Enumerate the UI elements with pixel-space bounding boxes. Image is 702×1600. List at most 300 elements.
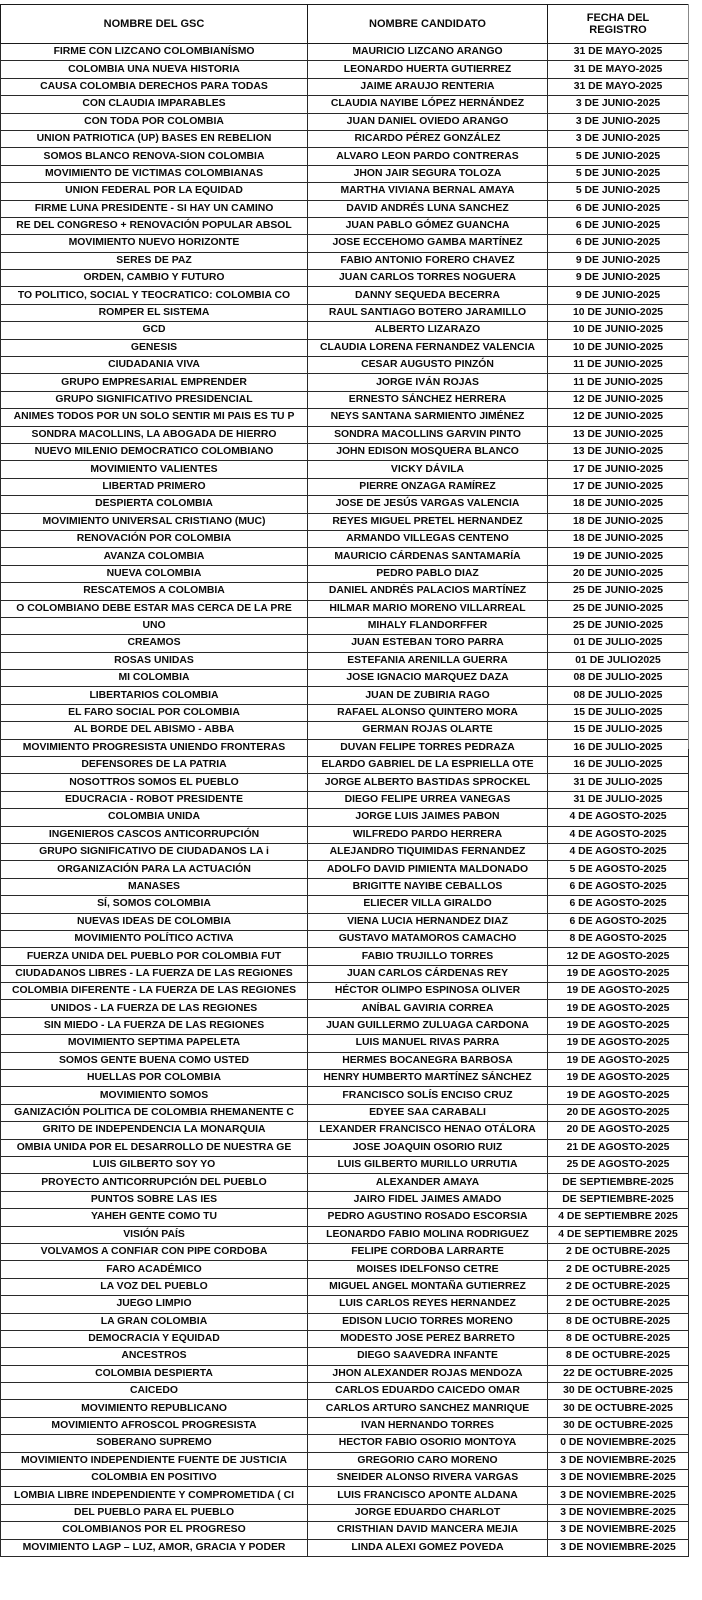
table-row (1, 774, 689, 791)
gsc-cell: COLOMBIA EN POSITIVO (1, 1470, 308, 1487)
date-cell: 19 DE AGOSTO-2025 (548, 1052, 689, 1069)
gsc-cell: SOBERANO SUPREMO (1, 1435, 308, 1452)
candidate-cell: MOISES IDELFONSO CETRE (308, 1261, 548, 1278)
gsc-cell: PROYECTO ANTICORRUPCIÓN DEL PUEBLO (1, 1174, 308, 1191)
date-cell: 5 DE JUNIO-2025 (548, 183, 689, 200)
table-row (1, 322, 689, 339)
candidate-cell: MIGUEL ANGEL MONTAÑA GUTIERREZ (308, 1278, 548, 1295)
gsc-cell: MOVIMIENTO DE VICTIMAS COLOMBIANAS (1, 165, 308, 182)
table-row (1, 1174, 689, 1191)
candidate-cell: BRIGITTE NAYIBE CEBALLOS (308, 878, 548, 895)
table-row (1, 44, 689, 61)
candidate-cell: CESAR AUGUSTO PINZÓN (308, 357, 548, 374)
candidate-cell: MARTHA VIVIANA BERNAL AMAYA (308, 183, 548, 200)
table-row (1, 1487, 689, 1504)
table-row (1, 1330, 689, 1347)
gsc-cell: CIUDADANIA VIVA (1, 357, 308, 374)
date-cell: 15 DE JULIO-2025 (548, 704, 689, 721)
gsc-cell: ORDEN, CAMBIO Y FUTURO (1, 270, 308, 287)
gsc-cell: MOVIMIENTO SOMOS (1, 1087, 308, 1104)
date-cell: 16 DE JULIO-2025 (548, 739, 689, 756)
date-cell: 3 DE JUNIO-2025 (548, 96, 689, 113)
gsc-cell: SÍ, SOMOS COLOMBIA (1, 896, 308, 913)
gsc-cell: UNIDOS - LA FUERZA DE LAS REGIONES (1, 1000, 308, 1017)
table-row (1, 861, 689, 878)
table-row (1, 426, 689, 443)
candidate-cell: HERMES BOCANEGRA BARBOSA (308, 1052, 548, 1069)
gsc-cell: MOVIMIENTO AFROSCOL PROGRESISTA (1, 1417, 308, 1434)
table-row (1, 513, 689, 530)
table-row (1, 583, 689, 600)
gsc-cell: COLOMBIA DESPIERTA (1, 1365, 308, 1382)
table-row (1, 1522, 689, 1539)
candidate-cell: HECTOR FABIO OSORIO MONTOYA (308, 1435, 548, 1452)
date-cell: 4 DE SEPTIEMBRE 2025 (548, 1226, 689, 1243)
candidate-cell: LUIS FRANCISCO APONTE ALDANA (308, 1487, 548, 1504)
date-cell: DE SEPTIEMBRE-2025 (548, 1191, 689, 1208)
registry-table (0, 4, 689, 1557)
gsc-cell: RE DEL CONGRESO + RENOVACIÓN POPULAR ABSOL (1, 217, 308, 234)
date-cell: 31 DE MAYO-2025 (548, 78, 689, 95)
candidate-cell: ELARDO GABRIEL DE LA ESPRIELLA OTE (308, 757, 548, 774)
table-row (1, 1435, 689, 1452)
gsc-cell: LUIS GILBERTO SOY YO (1, 1157, 308, 1174)
gsc-cell: DEL PUEBLO PARA EL PUEBLO (1, 1504, 308, 1521)
table-row (1, 530, 689, 547)
candidate-cell: LUIS GILBERTO MURILLO URRUTIA (308, 1157, 548, 1174)
gsc-cell: TO POLITICO, SOCIAL Y TEOCRATICO: COLOMBIA CO (1, 287, 308, 304)
header-date-line2: REGISTRO (589, 24, 647, 36)
date-cell: 11 DE JUNIO-2025 (548, 357, 689, 374)
date-cell: 5 DE AGOSTO-2025 (548, 861, 689, 878)
date-cell: 3 DE NOVIEMBRE-2025 (548, 1487, 689, 1504)
gsc-cell: MOVIMIENTO VALIENTES (1, 461, 308, 478)
candidate-cell: ESTEFANIA ARENILLA GUERRA (308, 652, 548, 669)
date-cell: 20 DE AGOSTO-2025 (548, 1122, 689, 1139)
table-row (1, 1191, 689, 1208)
sheet-edge-line (688, 4, 689, 749)
date-cell: 30 DE OCTUBRE-2025 (548, 1400, 689, 1417)
date-cell: 19 DE JUNIO-2025 (548, 548, 689, 565)
table-row (1, 565, 689, 582)
table-row (1, 1539, 689, 1556)
gsc-cell: GCD (1, 322, 308, 339)
date-cell: 31 DE MAYO-2025 (548, 44, 689, 61)
gsc-cell: ANCESTROS (1, 1348, 308, 1365)
candidate-cell: ANÍBAL GAVIRIA CORREA (308, 1000, 548, 1017)
candidate-cell: MODESTO JOSE PEREZ BARRETO (308, 1330, 548, 1347)
date-cell: 01 DE JULIO-2025 (548, 635, 689, 652)
candidate-cell: PEDRO PABLO DIAZ (308, 565, 548, 582)
gsc-cell: MOVIMIENTO PROGRESISTA UNIENDO FRONTERAS (1, 739, 308, 756)
date-cell: 3 DE NOVIEMBRE-2025 (548, 1504, 689, 1521)
table-row (1, 1122, 689, 1139)
date-cell: 15 DE JULIO-2025 (548, 722, 689, 739)
candidate-cell: PIERRE ONZAGA RAMÍREZ (308, 478, 548, 495)
table-row (1, 652, 689, 669)
date-cell: 31 DE MAYO-2025 (548, 61, 689, 78)
date-cell: 3 DE NOVIEMBRE-2025 (548, 1452, 689, 1469)
date-cell: 10 DE JUNIO-2025 (548, 322, 689, 339)
table-row (1, 1365, 689, 1382)
candidate-cell: MAURICIO LIZCANO ARANGO (308, 44, 548, 61)
candidate-cell: JOHN EDISON MOSQUERA BLANCO (308, 443, 548, 460)
table-row (1, 948, 689, 965)
gsc-cell: DESPIERTA COLOMBIA (1, 496, 308, 513)
gsc-cell: FUERZA UNIDA DEL PUEBLO POR COLOMBIA FUT (1, 948, 308, 965)
gsc-cell: LOMBIA LIBRE INDEPENDIENTE Y COMPROMETIDA ( CI (1, 1487, 308, 1504)
date-cell: 16 DE JULIO-2025 (548, 757, 689, 774)
table-row (1, 1052, 689, 1069)
candidate-cell: DIEGO SAAVEDRA INFANTE (308, 1348, 548, 1365)
candidate-cell: LEONARDO FABIO MOLINA RODRIGUEZ (308, 1226, 548, 1243)
date-cell: 6 DE JUNIO-2025 (548, 200, 689, 217)
date-cell: 13 DE JUNIO-2025 (548, 443, 689, 460)
table-row (1, 1400, 689, 1417)
date-cell: 4 DE AGOSTO-2025 (548, 826, 689, 843)
table-row (1, 809, 689, 826)
table-row (1, 1278, 689, 1295)
gsc-cell: CIUDADANOS LIBRES - LA FUERZA DE LAS REGIONES (1, 965, 308, 982)
gsc-cell: MOVIMIENTO SEPTIMA PAPELETA (1, 1035, 308, 1052)
table-row (1, 965, 689, 982)
gsc-cell: ROSAS UNIDAS (1, 652, 308, 669)
gsc-cell: SOMOS BLANCO RENOVA-SION COLOMBIA (1, 148, 308, 165)
table-row (1, 461, 689, 478)
table-row (1, 1348, 689, 1365)
date-cell: 31 DE JULIO-2025 (548, 774, 689, 791)
candidate-cell: JAIRO FIDEL JAIMES AMADO (308, 1191, 548, 1208)
date-cell: 18 DE JUNIO-2025 (548, 530, 689, 547)
date-cell: 8 DE AGOSTO-2025 (548, 930, 689, 947)
table-row (1, 1104, 689, 1121)
date-cell: 18 DE JUNIO-2025 (548, 496, 689, 513)
candidate-cell: DANNY SEQUEDA BECERRA (308, 287, 548, 304)
gsc-cell: COLOMBIANOS POR EL PROGRESO (1, 1522, 308, 1539)
gsc-cell: FIRME CON LIZCANO COLOMBIANÍSMO (1, 44, 308, 61)
table-row (1, 496, 689, 513)
candidate-cell: LUIS CARLOS REYES HERNANDEZ (308, 1296, 548, 1313)
candidate-cell: VICKY DÁVILA (308, 461, 548, 478)
table-row (1, 357, 689, 374)
date-cell: 11 DE JUNIO-2025 (548, 374, 689, 391)
date-cell: 12 DE JUNIO-2025 (548, 409, 689, 426)
table-row (1, 878, 689, 895)
date-cell: 3 DE NOVIEMBRE-2025 (548, 1522, 689, 1539)
table-body (1, 44, 689, 1557)
date-cell: 12 DE JUNIO-2025 (548, 391, 689, 408)
candidate-cell: NEYS SANTANA SARMIENTO JIMÉNEZ (308, 409, 548, 426)
date-cell: 3 DE JUNIO-2025 (548, 113, 689, 130)
table-row (1, 217, 689, 234)
table-row (1, 896, 689, 913)
candidate-cell: DANIEL ANDRÉS PALACIOS MARTÍNEZ (308, 583, 548, 600)
table-row (1, 739, 689, 756)
table-row (1, 130, 689, 147)
candidate-cell: FELIPE CORDOBA LARRARTE (308, 1243, 548, 1260)
date-cell: 2 DE OCTUBRE-2025 (548, 1243, 689, 1260)
candidate-cell: JOSE IGNACIO MARQUEZ DAZA (308, 670, 548, 687)
candidate-cell: CARLOS ARTURO SANCHEZ MANRIQUE (308, 1400, 548, 1417)
header-date (548, 5, 689, 44)
candidate-cell: LINDA ALEXI GOMEZ POVEDA (308, 1539, 548, 1556)
candidate-cell: LUIS MANUEL RIVAS PARRA (308, 1035, 548, 1052)
date-cell: 3 DE NOVIEMBRE-2025 (548, 1470, 689, 1487)
candidate-cell: RAFAEL ALONSO QUINTERO MORA (308, 704, 548, 721)
candidate-cell: LEXANDER FRANCISCO HENAO OTÁLORA (308, 1122, 548, 1139)
date-cell: 22 DE OCTUBRE-2025 (548, 1365, 689, 1382)
table-row (1, 78, 689, 95)
gsc-cell: O COLOMBIANO DEBE ESTAR MAS CERCA DE LA PRE (1, 600, 308, 617)
candidate-cell: DAVID ANDRÉS LUNA SANCHEZ (308, 200, 548, 217)
gsc-cell: YAHEH GENTE COMO TU (1, 1209, 308, 1226)
table-row (1, 930, 689, 947)
date-cell: 6 DE AGOSTO-2025 (548, 878, 689, 895)
table-row (1, 1470, 689, 1487)
candidate-cell: PEDRO AGUSTINO ROSADO ESCORSIA (308, 1209, 548, 1226)
candidate-cell: GUSTAVO MATAMOROS CAMACHO (308, 930, 548, 947)
gsc-cell: CREAMOS (1, 635, 308, 652)
table-row (1, 670, 689, 687)
table-row (1, 165, 689, 182)
table-row (1, 1017, 689, 1034)
gsc-cell: EL FARO SOCIAL POR COLOMBIA (1, 704, 308, 721)
gsc-cell: ANIMES TODOS POR UN SOLO SENTIR MI PAIS ES TU P (1, 409, 308, 426)
date-cell: 0 DE NOVIEMBRE-2025 (548, 1435, 689, 1452)
table-row (1, 1296, 689, 1313)
header-gsc: NOMBRE DEL GSC (1, 5, 308, 44)
table-row (1, 374, 689, 391)
date-cell: 17 DE JUNIO-2025 (548, 478, 689, 495)
table-row (1, 1070, 689, 1087)
gsc-cell: NOSOTTROS SOMOS EL PUEBLO (1, 774, 308, 791)
date-cell: 2 DE OCTUBRE-2025 (548, 1296, 689, 1313)
table-row (1, 1417, 689, 1434)
candidate-cell: JUAN DE ZUBIRIA RAGO (308, 687, 548, 704)
gsc-cell: DEFENSORES DE LA PATRIA (1, 757, 308, 774)
table-row (1, 704, 689, 721)
gsc-cell: NUEVO MILENIO DEMOCRATICO COLOMBIANO (1, 443, 308, 460)
gsc-cell: CAICEDO (1, 1383, 308, 1400)
gsc-cell: LA VOZ DEL PUEBLO (1, 1278, 308, 1295)
date-cell: 19 DE AGOSTO-2025 (548, 1087, 689, 1104)
table-row (1, 443, 689, 460)
date-cell: 5 DE JUNIO-2025 (548, 165, 689, 182)
date-cell: 4 DE SEPTIEMBRE 2025 (548, 1209, 689, 1226)
table-row (1, 1035, 689, 1052)
gsc-cell: HUELLAS POR COLOMBIA (1, 1070, 308, 1087)
gsc-cell: AL BORDE DEL ABISMO - ABBA (1, 722, 308, 739)
candidate-cell: JAIME ARAUJO RENTERIA (308, 78, 548, 95)
date-cell: 25 DE JUNIO-2025 (548, 600, 689, 617)
gsc-cell: PUNTOS SOBRE LAS IES (1, 1191, 308, 1208)
date-cell: 6 DE JUNIO-2025 (548, 217, 689, 234)
candidate-cell: JORGE ALBERTO BASTIDAS SPROCKEL (308, 774, 548, 791)
table-row (1, 235, 689, 252)
gsc-cell: GENESIS (1, 339, 308, 356)
table-row (1, 409, 689, 426)
candidate-cell: DIEGO FELIPE URREA VANEGAS (308, 791, 548, 808)
gsc-cell: LIBERTARIOS COLOMBIA (1, 687, 308, 704)
candidate-cell: MAURICIO CÁRDENAS SANTAMARÍA (308, 548, 548, 565)
candidate-cell: CRISTHIAN DAVID MANCERA MEJIA (308, 1522, 548, 1539)
date-cell: 2 DE OCTUBRE-2025 (548, 1261, 689, 1278)
table-row (1, 757, 689, 774)
table-row (1, 826, 689, 843)
candidate-cell: ALVARO LEON PARDO CONTRERAS (308, 148, 548, 165)
candidate-cell: RAUL SANTIAGO BOTERO JARAMILLO (308, 304, 548, 321)
gsc-cell: RENOVACIÓN POR COLOMBIA (1, 530, 308, 547)
table-row (1, 722, 689, 739)
candidate-cell: JUAN PABLO GÓMEZ GUANCHA (308, 217, 548, 234)
gsc-cell: RESCATEMOS A COLOMBIA (1, 583, 308, 600)
date-cell: 9 DE JUNIO-2025 (548, 252, 689, 269)
gsc-cell: MOVIMIENTO POLÍTICO ACTIVA (1, 930, 308, 947)
table-row (1, 1226, 689, 1243)
date-cell: 2 DE OCTUBRE-2025 (548, 1278, 689, 1295)
gsc-cell: SIN MIEDO - LA FUERZA DE LAS REGIONES (1, 1017, 308, 1034)
candidate-cell: CLAUDIA LORENA FERNANDEZ VALENCIA (308, 339, 548, 356)
gsc-cell: NUEVAS IDEAS DE COLOMBIA (1, 913, 308, 930)
date-cell: 12 DE AGOSTO-2025 (548, 948, 689, 965)
date-cell: 25 DE JUNIO-2025 (548, 583, 689, 600)
date-cell: 8 DE OCTUBRE-2025 (548, 1348, 689, 1365)
candidate-cell: JORGE LUIS JAIMES PABON (308, 809, 548, 826)
date-cell: 01 DE JULIO2025 (548, 652, 689, 669)
candidate-cell: JHON JAIR SEGURA TOLOZA (308, 165, 548, 182)
table-row (1, 1087, 689, 1104)
table-row (1, 600, 689, 617)
table-row (1, 339, 689, 356)
candidate-cell: ADOLFO DAVID PIMIENTA MALDONADO (308, 861, 548, 878)
candidate-cell: GREGORIO CARO MORENO (308, 1452, 548, 1469)
table-row (1, 1383, 689, 1400)
candidate-cell: GERMAN ROJAS OLARTE (308, 722, 548, 739)
gsc-cell: LIBERTAD PRIMERO (1, 478, 308, 495)
gsc-cell: MOVIMIENTO REPUBLICANO (1, 1400, 308, 1417)
candidate-cell: HENRY HUMBERTO MARTÍNEZ SÁNCHEZ (308, 1070, 548, 1087)
table-row (1, 252, 689, 269)
date-cell: 4 DE AGOSTO-2025 (548, 843, 689, 860)
table-row (1, 1261, 689, 1278)
date-cell: 10 DE JUNIO-2025 (548, 339, 689, 356)
header-row (1, 5, 689, 44)
date-cell: 19 DE AGOSTO-2025 (548, 983, 689, 1000)
gsc-cell: SONDRA MACOLLINS, LA ABOGADA DE HIERRO (1, 426, 308, 443)
table-row (1, 1452, 689, 1469)
gsc-cell: EDUCRACIA - ROBOT PRESIDENTE (1, 791, 308, 808)
table-row (1, 96, 689, 113)
candidate-cell: ELIECER VILLA GIRALDO (308, 896, 548, 913)
date-cell: 18 DE JUNIO-2025 (548, 513, 689, 530)
candidate-cell: EDISON LUCIO TORRES MORENO (308, 1313, 548, 1330)
gsc-cell: FARO ACADÉMICO (1, 1261, 308, 1278)
candidate-cell: SNEIDER ALONSO RIVERA VARGAS (308, 1470, 548, 1487)
gsc-cell: COLOMBIA UNA NUEVA HISTORIA (1, 61, 308, 78)
date-cell: 9 DE JUNIO-2025 (548, 270, 689, 287)
candidate-cell: ALBERTO LIZARAZO (308, 322, 548, 339)
candidate-cell: JHON ALEXANDER ROJAS MENDOZA (308, 1365, 548, 1382)
gsc-cell: GRUPO SIGNIFICATIVO DE CIUDADANOS LA i (1, 843, 308, 860)
gsc-cell: CON TODA POR COLOMBIA (1, 113, 308, 130)
candidate-cell: ERNESTO SÁNCHEZ HERRERA (308, 391, 548, 408)
date-cell: 19 DE AGOSTO-2025 (548, 1000, 689, 1017)
candidate-cell: CLAUDIA NAYIBE LÓPEZ HERNÁNDEZ (308, 96, 548, 113)
candidate-cell: HILMAR MARIO MORENO VILLARREAL (308, 600, 548, 617)
gsc-cell: COLOMBIA DIFERENTE - LA FUERZA DE LAS REGIONES (1, 983, 308, 1000)
gsc-cell: ROMPER EL SISTEMA (1, 304, 308, 321)
table-row (1, 617, 689, 634)
candidate-cell: JUAN CARLOS TORRES NOGUERA (308, 270, 548, 287)
date-cell: 4 DE AGOSTO-2025 (548, 809, 689, 826)
table-row (1, 148, 689, 165)
table-row (1, 1139, 689, 1156)
candidate-cell: ALEXANDER AMAYA (308, 1174, 548, 1191)
date-cell: 6 DE AGOSTO-2025 (548, 896, 689, 913)
candidate-cell: ARMANDO VILLEGAS CENTENO (308, 530, 548, 547)
candidate-cell: SONDRA MACOLLINS GARVIN PINTO (308, 426, 548, 443)
candidate-cell: DUVAN FELIPE TORRES PEDRAZA (308, 739, 548, 756)
gsc-cell: SOMOS GENTE BUENA COMO USTED (1, 1052, 308, 1069)
table-row (1, 200, 689, 217)
date-cell: 3 DE NOVIEMBRE-2025 (548, 1539, 689, 1556)
gsc-cell: SERES DE PAZ (1, 252, 308, 269)
header-candidate: NOMBRE CANDIDATO (308, 5, 548, 44)
gsc-cell: INGENIEROS CASCOS ANTICORRUPCIÓN (1, 826, 308, 843)
gsc-cell: MOVIMIENTO INDEPENDIENTE FUENTE DE JUSTICIA (1, 1452, 308, 1469)
candidate-cell: VIENA LUCIA HERNANDEZ DIAZ (308, 913, 548, 930)
gsc-cell: GANIZACIÓN POLITICA DE COLOMBIA RHEMANENTE C (1, 1104, 308, 1121)
table-row (1, 1243, 689, 1260)
candidate-cell: IVAN HERNANDO TORRES (308, 1417, 548, 1434)
table-row (1, 61, 689, 78)
gsc-cell: JUEGO LIMPIO (1, 1296, 308, 1313)
candidate-cell: JUAN ESTEBAN TORO PARRA (308, 635, 548, 652)
table-row (1, 1504, 689, 1521)
gsc-cell: VOLVAMOS A CONFIAR CON PIPE CORDOBA (1, 1243, 308, 1260)
candidate-cell: JOSE JOAQUIN OSORIO RUIZ (308, 1139, 548, 1156)
date-cell: 9 DE JUNIO-2025 (548, 287, 689, 304)
candidate-cell: JORGE IVÁN ROJAS (308, 374, 548, 391)
gsc-cell: LA GRAN COLOMBIA (1, 1313, 308, 1330)
gsc-cell: AVANZA COLOMBIA (1, 548, 308, 565)
table-row (1, 183, 689, 200)
date-cell: 25 DE AGOSTO-2025 (548, 1157, 689, 1174)
table-row (1, 843, 689, 860)
table-row (1, 304, 689, 321)
gsc-cell: OMBIA UNIDA POR EL DESARROLLO DE NUESTRA GE (1, 1139, 308, 1156)
candidate-cell: JUAN GUILLERMO ZULUAGA CARDONA (308, 1017, 548, 1034)
gsc-cell: MOVIMIENTO NUEVO HORIZONTE (1, 235, 308, 252)
date-cell: 6 DE AGOSTO-2025 (548, 913, 689, 930)
date-cell: 19 DE AGOSTO-2025 (548, 1017, 689, 1034)
table-row (1, 1209, 689, 1226)
gsc-cell: ORGANIZACIÓN PARA LA ACTUACIÓN (1, 861, 308, 878)
date-cell: 30 DE OCTUBRE-2025 (548, 1383, 689, 1400)
table-row (1, 113, 689, 130)
gsc-cell: FIRME LUNA PRESIDENTE - SI HAY UN CAMINO (1, 200, 308, 217)
gsc-cell: NUEVA COLOMBIA (1, 565, 308, 582)
candidate-cell: LEONARDO HUERTA GUTIERREZ (308, 61, 548, 78)
date-cell: 20 DE JUNIO-2025 (548, 565, 689, 582)
date-cell: 8 DE OCTUBRE-2025 (548, 1313, 689, 1330)
gsc-cell: CON CLAUDIA IMPARABLES (1, 96, 308, 113)
table-row (1, 270, 689, 287)
date-cell: 21 DE AGOSTO-2025 (548, 1139, 689, 1156)
date-cell: 30 DE OCTUBRE-2025 (548, 1417, 689, 1434)
date-cell: 19 DE AGOSTO-2025 (548, 1035, 689, 1052)
candidate-cell: ALEJANDRO TIQUIMIDAS FERNANDEZ (308, 843, 548, 860)
